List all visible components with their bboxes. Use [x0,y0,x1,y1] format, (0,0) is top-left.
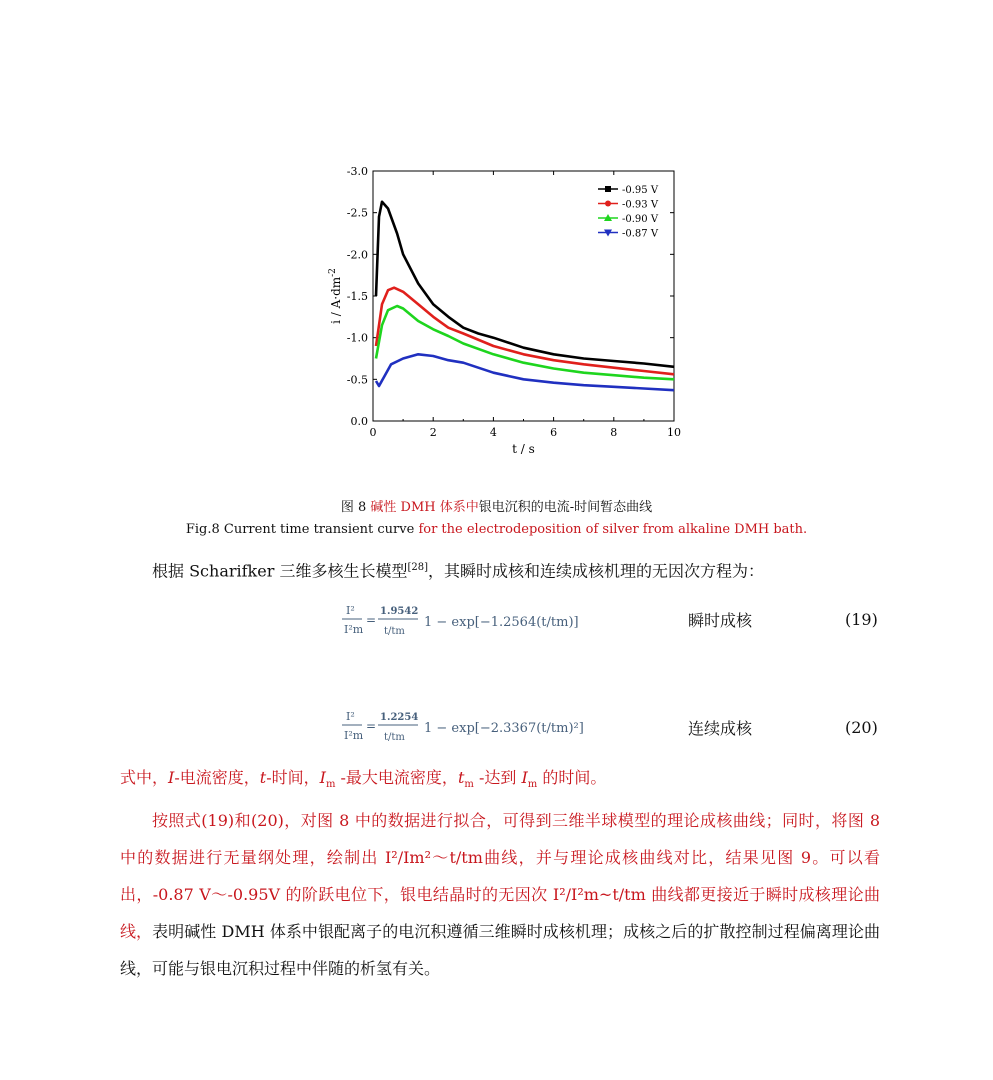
defs-tm: t [457,768,465,787]
svg-text:=: = [366,613,377,627]
eq20-lhs-bot: I²m [344,729,364,742]
defs-Im2-sub: m [527,779,538,791]
caption-cn-red: 碱性 DMH 体系中 [370,500,479,515]
y-tick-label: -2.5 [346,206,368,220]
equation-19 [340,600,640,640]
legend-marker-circle [605,201,611,207]
eq19-lhs-top: I² [346,604,355,617]
eq19-number: (19) [845,610,878,629]
body-paragraph [120,802,880,987]
x-axis-label: t / s [512,442,535,456]
current-transient-chart [320,160,700,460]
defs-Im-sub: m [325,779,336,791]
y-tick-label: -0.5 [346,373,368,387]
y-tick-label: 0.0 [350,415,368,428]
eq19-coef: 1.9542 [380,606,419,617]
eq19-lhs-bot: I²m [344,623,364,636]
legend-label: -0.93 V [622,199,659,211]
defs-Im2: I [521,768,528,787]
intro-paragraph [152,555,912,584]
para2-red: 按照式(19)和(20)，对图 8 中的数据进行拟合，可得到三维半球模型的理论成核曲线；同时，将图 8 中的数据进行无量纲处理，绘制出 I²/Im²～t/tm曲线，并与理论成核曲线对比，结果见图 9。可以看出，-0.87 V～-0.95V 的阶跃电位下，银电结晶时的无因次 I²/I²m~t/tm 曲线都更接近于瞬时成核理论曲线， [120,811,880,941]
x-tick-label: 8 [610,426,618,439]
eq19-body: 1 − exp[−1.2564(t/tm)] [424,615,579,630]
caption-cn-prefix: 图 8 [340,500,367,515]
para2-black: 表明碱性 DMH 体系中银配离子的电沉积遵循三维瞬时成核机理；成核之后的扩散控制过程偏离理论曲线，可能与银电沉积过程中伴随的析氢有关。 [120,922,880,978]
legend-label: -0.87 V [622,228,659,240]
legend-label: -0.90 V [622,214,659,225]
y-axis-label: $i / A\cdot dm^{-2}$ [328,268,343,324]
eq20-name: 连续成核 [688,719,753,738]
defs-tm-sub: m [464,779,474,791]
figure-caption-en [0,522,993,537]
eq20-frac: t/tm [384,732,405,743]
eq19-name: 瞬时成核 [688,611,753,630]
caption-cn-rest: 银电沉积的电流-时间暂态曲线 [478,500,653,515]
defs-f: 的时间。 [537,768,607,787]
series-line-0 [376,199,674,367]
x-tick-label: 0 [369,426,377,439]
caption-en-black: Fig.8 Current time transient curve [185,522,415,537]
legend-label: -0.95 V [622,185,659,196]
y-tick-label: -1.5 [346,290,368,303]
defs-c: -时间， [266,768,320,787]
x-tick-label: 2 [429,426,437,439]
intro-ref: [28] [407,562,428,573]
equation-20-graphic [340,706,650,746]
intro-text-a: 根据 Scharifker 三维多核生长模型 [152,561,408,581]
y-tick-label: -1.0 [346,331,368,345]
defs-I: I [168,768,175,787]
eq20-coef: 1.2254 [380,712,419,723]
equation-20 [340,706,650,746]
intro-text-b: ，其瞬时成核和连续成核机理的无因次方程为： [427,561,764,581]
x-tick-label: 4 [489,426,497,439]
defs-b: -电流密度， [174,768,260,787]
defs-e: -达到 [473,768,522,787]
series-line-3 [376,354,674,390]
eq20-body: 1 − exp[−2.3367(t/tm)²] [424,721,584,736]
defs-d: -最大电流密度， [335,768,458,787]
equation-19-graphic [340,600,640,640]
legend-marker-square [605,186,611,192]
defs-t: t [259,768,267,787]
defs-a: 式中， [120,768,169,787]
svg-text:=: = [366,719,377,733]
y-tick-label: -2.0 [346,248,368,262]
figure-caption-cn [0,496,993,515]
eq19-frac: t/tm [384,626,405,637]
eq20-lhs-top: I² [346,710,355,723]
defs-Im: I [319,768,326,787]
x-tick-label: 10 [667,426,681,439]
x-tick-label: 6 [550,426,558,439]
y-tick-label: -3.0 [346,165,368,178]
caption-en-red: for the electrodeposition of silver from alkaline DMH bath. [414,522,808,537]
eq20-number: (20) [845,718,878,737]
definitions-line [120,765,880,798]
